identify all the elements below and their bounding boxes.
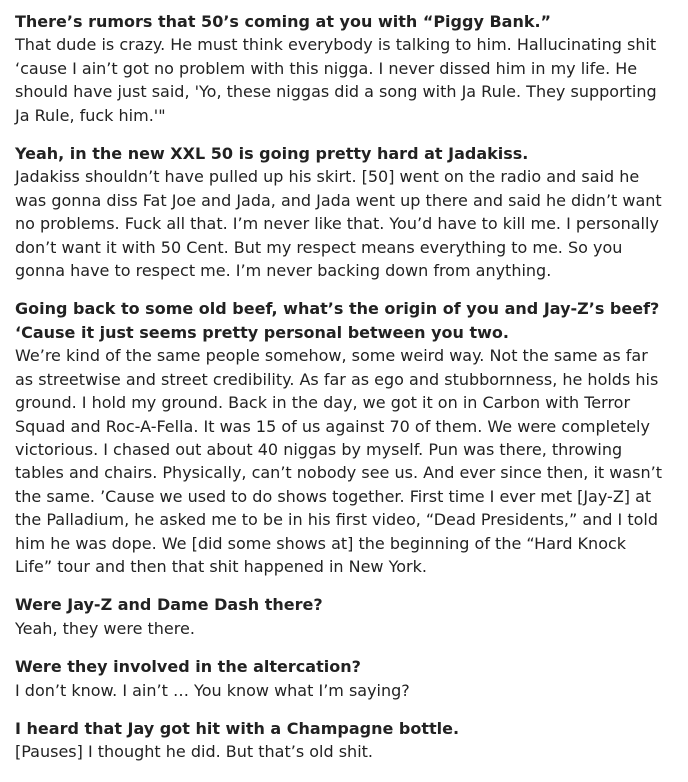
interview-answer: Yeah, they were there.: [15, 618, 195, 638]
qa-block: [15, 142, 668, 282]
interview-answer: That dude is crazy. He must think everybody is talking to him. Hallucinating shit ‘cause I ain’t got no problem with this nigga. I never dissed him in my life. He should have just said, 'Yo, these niggas did a song with Ja Rule. They supporting Ja Rule, fuck him.'": [15, 35, 657, 125]
qa-block: [15, 717, 668, 764]
qa-block: [15, 297, 668, 578]
interview-question: Were Jay-Z and Dame Dash there?: [15, 595, 323, 615]
interview-question: Were they involved in the altercation?: [15, 657, 361, 677]
interview-answer: Jadakiss shouldn’t have pulled up his skirt. [50] went on the radio and said he was gonna diss Fat Joe and Jada, and Jada went up there and said he didn’t want no problems. Fuck all that. I’m never like that. You’d have to kill me. I personally don’t want it with 50 Cent. But my respect means everything to me. So you gonna have to respect me. I’m never backing down from anything.: [15, 167, 662, 281]
qa-block: [15, 655, 668, 702]
interview-answer: I don’t know. I ain’t … You know what I’m saying?: [15, 680, 410, 700]
interview-question: Yeah, in the new XXL 50 is going pretty hard at Jadakiss.: [15, 144, 529, 164]
interview-question: There’s rumors that 50’s coming at you with “Piggy Bank.”: [15, 12, 552, 31]
qa-block: [15, 593, 668, 640]
interview-question: I heard that Jay got hit with a Champagne bottle.: [15, 718, 460, 738]
qa-block: [15, 10, 668, 127]
interview-answer: [Pauses] I thought he did. But that’s old shit.: [15, 742, 373, 762]
interview-answer: We’re kind of the same people somehow, some weird way. Not the same as far as streetwise and street credibility. As far as ego and stubbornness, he holds his ground. I hold my ground. Back in the day, we got it on in Carbon with Terror Squad and Roc-A-Fella. It was 15 of us against 70 of them. We were completely victorious. I chased out about 40 niggas by myself. Pun was there, throwing tables and chairs. Physically, can’t nobody see us. And ever since then, it wasn’t the same. ’Cause we used to do shows together. First time I ever met [Jay-Z] at the Palladium, he asked me to be in his first video, “Dead Presidents,” and I told him he was dope. We [did some shows at] the beginning of the “Hard Knock Life” tour and then that shit happened in New York.: [15, 346, 663, 576]
interview-question: Going back to some old beef, what’s the origin of you and Jay-Z’s beef? ‘Cause it just seems pretty personal between you two.: [15, 299, 660, 342]
